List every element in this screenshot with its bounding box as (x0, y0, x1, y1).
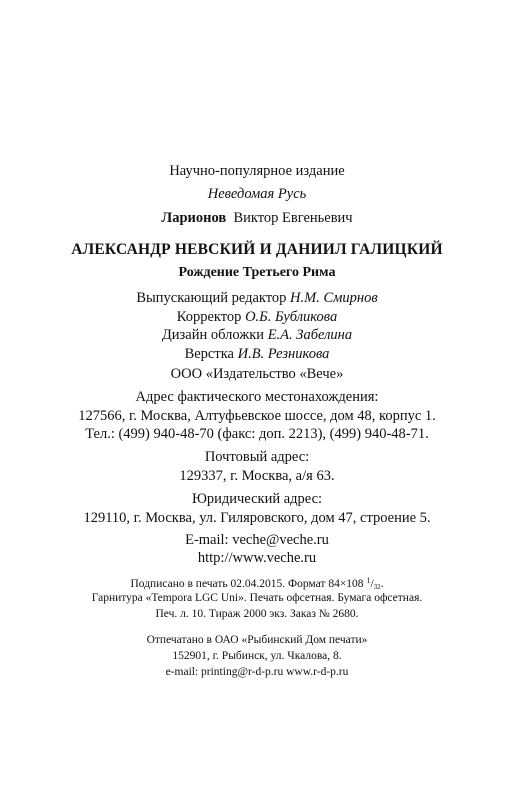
imprint-signed-text: Подписано в печать 02.04.2015. Формат 84×108 (130, 578, 367, 590)
imprint-signed-line: Подписано в печать 02.04.2015. Формат 84×108 $^1/_{32}$. (130, 576, 384, 591)
imprint-typeface-line: Гарнитура «Tempora LGC Uni». Печать офсетная. Бумага офсетная. (91, 592, 423, 604)
edition-type: Научно-популярное издание (169, 163, 345, 179)
credit-editor-role: Выпускающий редактор (136, 290, 287, 306)
email-contact[interactable]: E-mail: veche@veche.ru (185, 532, 329, 548)
publisher-name: ООО «Издательство «Вече» (170, 366, 344, 382)
credit-corrector-role: Корректор (176, 309, 242, 325)
book-subtitle: Рождение Третьего Рима (178, 265, 336, 280)
website-link[interactable]: http://www.veche.ru (197, 550, 317, 566)
credit-layout (0, 346, 514, 363)
credit-corrector (0, 309, 514, 326)
credit-editor-name: Н.М. Смирнов (290, 290, 378, 306)
credit-cover-role: Дизайн обложки (161, 327, 265, 343)
phone-line: Тел.: (499) 940-48-70 (факс: доп. 2213), (499) 940-48-71. (85, 426, 429, 442)
actual-address-heading: Адрес фактического местонахождения: (135, 389, 379, 405)
author-line (0, 210, 514, 227)
series-name: Неведомая Русь (207, 186, 307, 202)
imprint-signed-end: . (380, 578, 384, 590)
format-fraction-denominator: 32 (373, 583, 381, 591)
credit-cover-name: Е.А. Забелина (267, 327, 353, 343)
credit-corrector-name: О.Б. Бубликова (245, 309, 338, 325)
credit-editor (0, 290, 514, 307)
printer-contacts-line[interactable]: e-mail: printing@r-d-p.ru www.r-d-p.ru (165, 666, 349, 678)
imprint-sheets-line: Печ. л. 10. Тираж 2000 экз. Заказ № 2680. (155, 608, 359, 620)
postal-address-line: 129337, г. Москва, а/я 63. (179, 468, 335, 484)
postal-address-heading: Почтовый адрес: (204, 449, 310, 465)
author-given-name: Виктор Евгеньевич (233, 210, 353, 226)
credit-cover (0, 327, 514, 344)
printer-address-line: 152901, г. Рыбинск, ул. Чкалова, 8. (172, 650, 342, 662)
legal-address-line: 129110, г. Москва, ул. Гиляровского, дом 47, строение 5. (83, 510, 431, 526)
author-surname: Ларионов (161, 210, 227, 226)
book-title: АЛЕКСАНДР НЕВСКИЙ И ДАНИИЛ ГАЛИЦКИЙ (71, 241, 443, 258)
actual-address-line: 127566, г. Москва, Алтуфьевское шоссе, дом 48, корпус 1. (78, 408, 436, 424)
printer-name-line: Отпечатано в ОАО «Рыбинский Дом печати» (146, 634, 368, 646)
legal-address-heading: Юридический адрес: (191, 491, 323, 507)
credit-layout-role: Верстка (184, 346, 234, 362)
credit-layout-name: И.В. Резникова (237, 346, 330, 362)
format-fraction-numerator: 1 (366, 576, 371, 585)
